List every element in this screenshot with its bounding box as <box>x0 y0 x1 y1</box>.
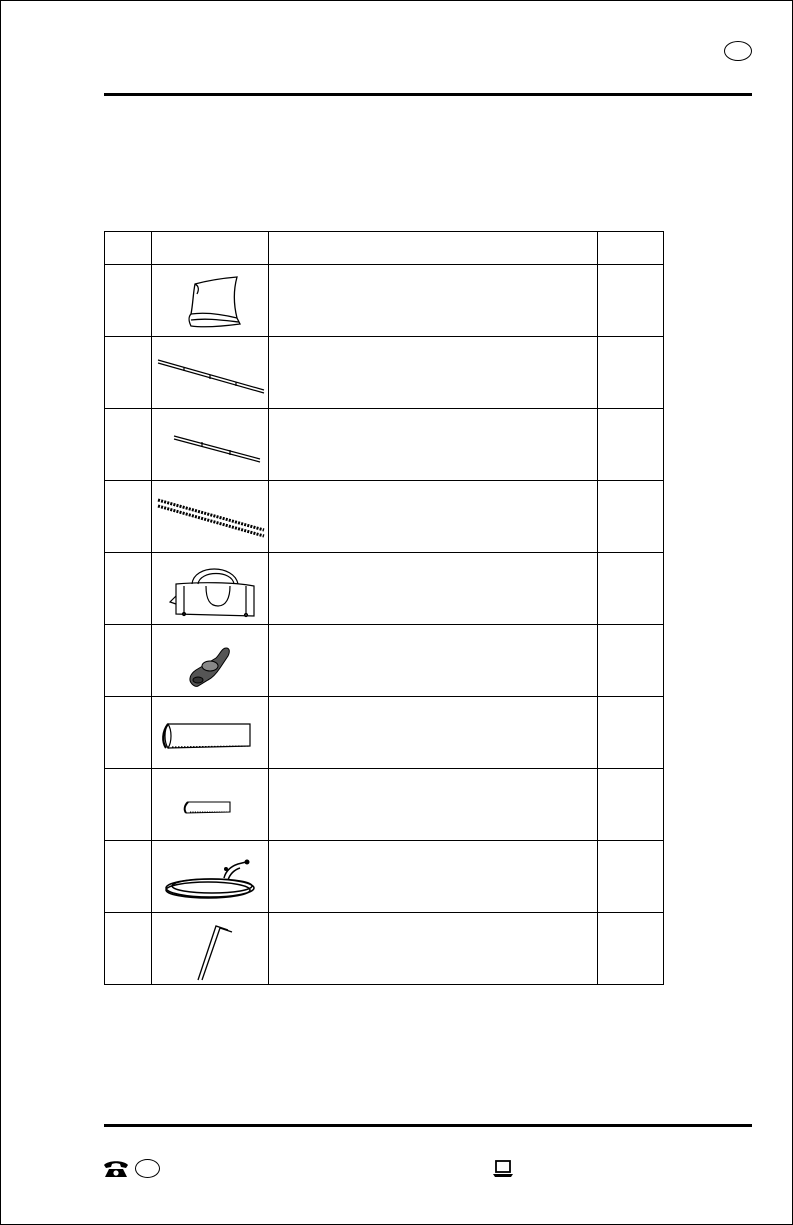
part-quantity <box>598 625 664 697</box>
header-image <box>152 232 269 265</box>
part-quantity <box>598 769 664 841</box>
table-row <box>105 481 664 553</box>
part-description <box>269 625 598 697</box>
part-image <box>152 553 269 625</box>
part-image <box>152 337 269 409</box>
table-row <box>105 409 664 481</box>
short-segmented-pole-icon <box>154 412 266 478</box>
part-quantity <box>598 841 664 913</box>
part-description <box>269 409 598 481</box>
table-header-row <box>105 232 664 265</box>
table-row <box>105 553 664 625</box>
part-quantity <box>598 265 664 337</box>
part-quantity <box>598 913 664 985</box>
part-number <box>105 841 152 913</box>
part-description <box>269 697 598 769</box>
header-rule <box>104 93 752 96</box>
coiled-cord-icon <box>154 844 266 910</box>
part-number <box>105 913 152 985</box>
part-description <box>269 841 598 913</box>
country-code-badge <box>724 41 752 61</box>
long-sleeve-tube-icon <box>154 700 266 766</box>
part-image <box>152 625 269 697</box>
part-description <box>269 769 598 841</box>
parts-list-table <box>104 231 664 985</box>
table-row <box>105 337 664 409</box>
header-number <box>105 232 152 265</box>
part-description <box>269 337 598 409</box>
table-row <box>105 625 664 697</box>
table-row <box>105 841 664 913</box>
table-row <box>105 913 664 985</box>
part-number <box>105 265 152 337</box>
part-description <box>269 265 598 337</box>
part-number <box>105 553 152 625</box>
part-number <box>105 625 152 697</box>
wing-knob-icon <box>154 628 266 694</box>
part-image <box>152 265 269 337</box>
part-number <box>105 481 152 553</box>
short-sleeve-tube-icon <box>154 772 266 838</box>
part-image <box>152 769 269 841</box>
part-description <box>269 913 598 985</box>
part-number <box>105 769 152 841</box>
part-number <box>105 697 152 769</box>
part-image <box>152 913 269 985</box>
table-row <box>105 769 664 841</box>
part-description <box>269 553 598 625</box>
allen-key-icon <box>154 916 266 982</box>
folded-fabric-cover-icon <box>155 268 265 334</box>
table-row <box>105 697 664 769</box>
country-code-badge <box>135 1159 160 1178</box>
telephone-icon <box>102 1159 130 1179</box>
part-number <box>105 337 152 409</box>
table-row <box>105 265 664 337</box>
beaded-rod-pair-icon <box>154 484 266 550</box>
footer-rule <box>104 1124 752 1127</box>
header-quantity <box>598 232 664 265</box>
part-quantity <box>598 409 664 481</box>
part-image <box>152 409 269 481</box>
part-quantity <box>598 697 664 769</box>
part-quantity <box>598 337 664 409</box>
part-quantity <box>598 553 664 625</box>
header-description <box>269 232 598 265</box>
part-image <box>152 841 269 913</box>
part-image <box>152 481 269 553</box>
part-image <box>152 697 269 769</box>
part-description <box>269 481 598 553</box>
carry-bag-icon <box>154 556 266 622</box>
part-quantity <box>598 481 664 553</box>
part-number <box>105 409 152 481</box>
laptop-icon <box>491 1159 515 1179</box>
long-segmented-pole-icon <box>154 340 266 406</box>
